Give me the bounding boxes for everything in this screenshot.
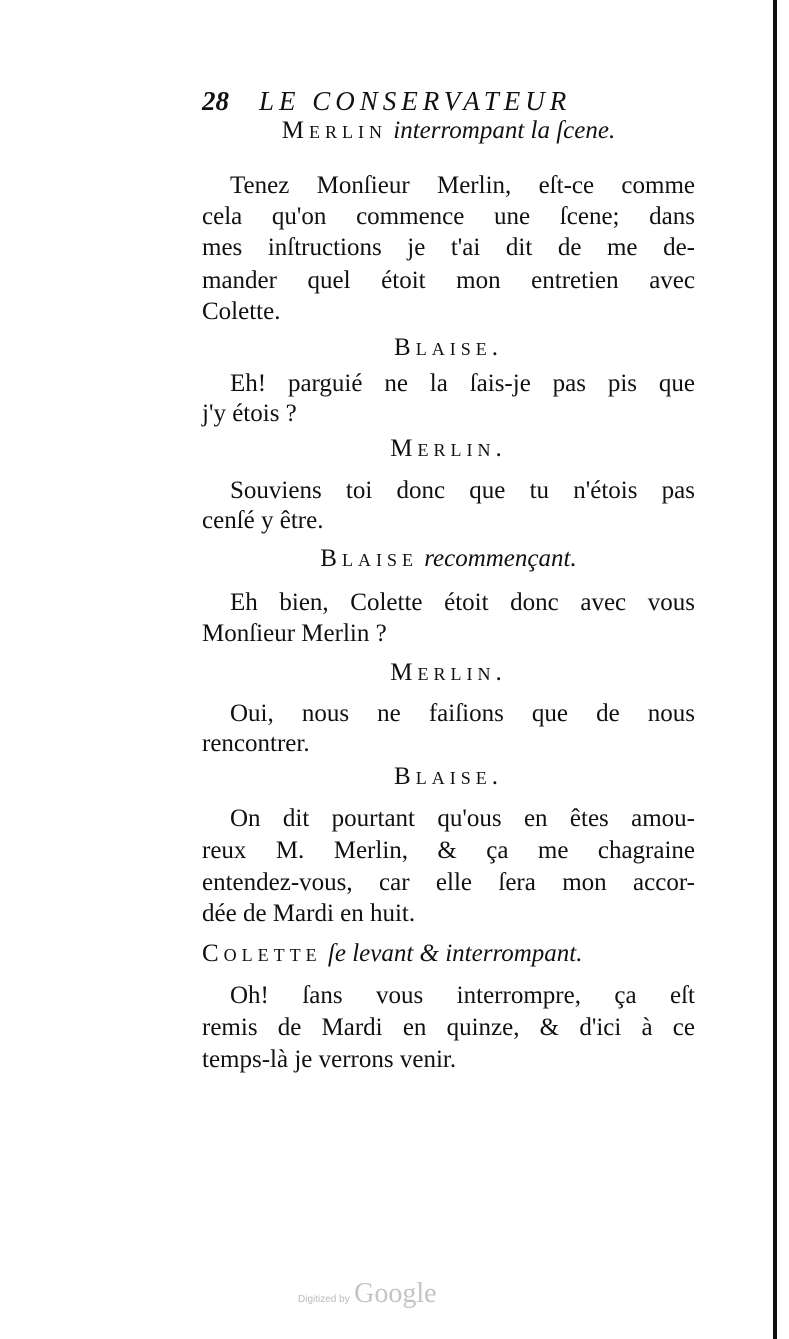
page-number: 28 (202, 86, 229, 116)
text-line: Souviens toi donc que tu n'étois pas (230, 477, 695, 504)
speaker-name: Blaise. (394, 763, 503, 790)
text-line: temps-là je verrons venir. (202, 1046, 457, 1073)
text-line: j'y étois ? (202, 400, 297, 427)
text-line: Tenez Monſieur Merlin, eſt-ce comme (230, 172, 695, 199)
text-line: Colette. (202, 298, 281, 325)
text-line: mander quel étoit mon entretien avec (202, 267, 695, 294)
text-line: On dit pourtant qu'ous en êtes amou- (230, 805, 695, 832)
text-line: Eh bien, Colette étoit donc avec vous (230, 589, 695, 616)
text-line: rencontrer. (202, 730, 310, 757)
speaker-name: Merlin. (390, 435, 507, 462)
watermark (298, 1278, 437, 1310)
watermark-brand: Google (354, 1278, 437, 1309)
text-line: Oh! ſans vous interrompre, ça eſt (230, 982, 695, 1009)
watermark-prefix: Digitized by (298, 1294, 350, 1305)
speaker-heading (202, 544, 695, 574)
page-edge-rule (773, 0, 777, 1339)
text-line: mes inſtructions je t'ai dit de me de- (202, 234, 695, 261)
speaker-name: Colette (202, 940, 322, 967)
speaker-heading (202, 939, 695, 969)
running-header (202, 86, 695, 116)
text-line: Monſieur Merlin ? (202, 620, 387, 647)
speaker-heading (202, 762, 695, 792)
speaker-heading (202, 116, 695, 146)
stage-direction: interrompant la ſcene. (387, 117, 616, 144)
text-line: Eh! parguié ne la ſais-je pas pis que (230, 370, 695, 397)
speaker-name: Blaise. (394, 334, 503, 361)
text-line: Oui, nous ne faiſions que de nous (230, 700, 695, 727)
running-title: LE CONSERVATEUR (259, 86, 572, 116)
speaker-heading (202, 434, 695, 464)
text-line: cela qu'on commence une ſcene; dans (202, 203, 695, 230)
speaker-name: Blaise (320, 545, 418, 572)
text-line: entendez-vous, car elle ſera mon accor- (202, 869, 695, 896)
speaker-heading (202, 658, 695, 688)
speaker-heading (202, 333, 695, 363)
speaker-name: Merlin. (390, 659, 507, 686)
stage-direction: recommençant. (417, 545, 577, 572)
text-line: dée de Mardi en huit. (202, 900, 416, 927)
text-line: reux M. Merlin, & ça me chagraine (202, 837, 695, 864)
text-line: remis de Mardi en quinze, & d'ici à ce (202, 1014, 695, 1041)
text-line: cenſé y être. (202, 507, 324, 534)
stage-direction: ſe levant & interrompant. (321, 940, 583, 967)
speaker-name: Merlin (281, 117, 387, 144)
